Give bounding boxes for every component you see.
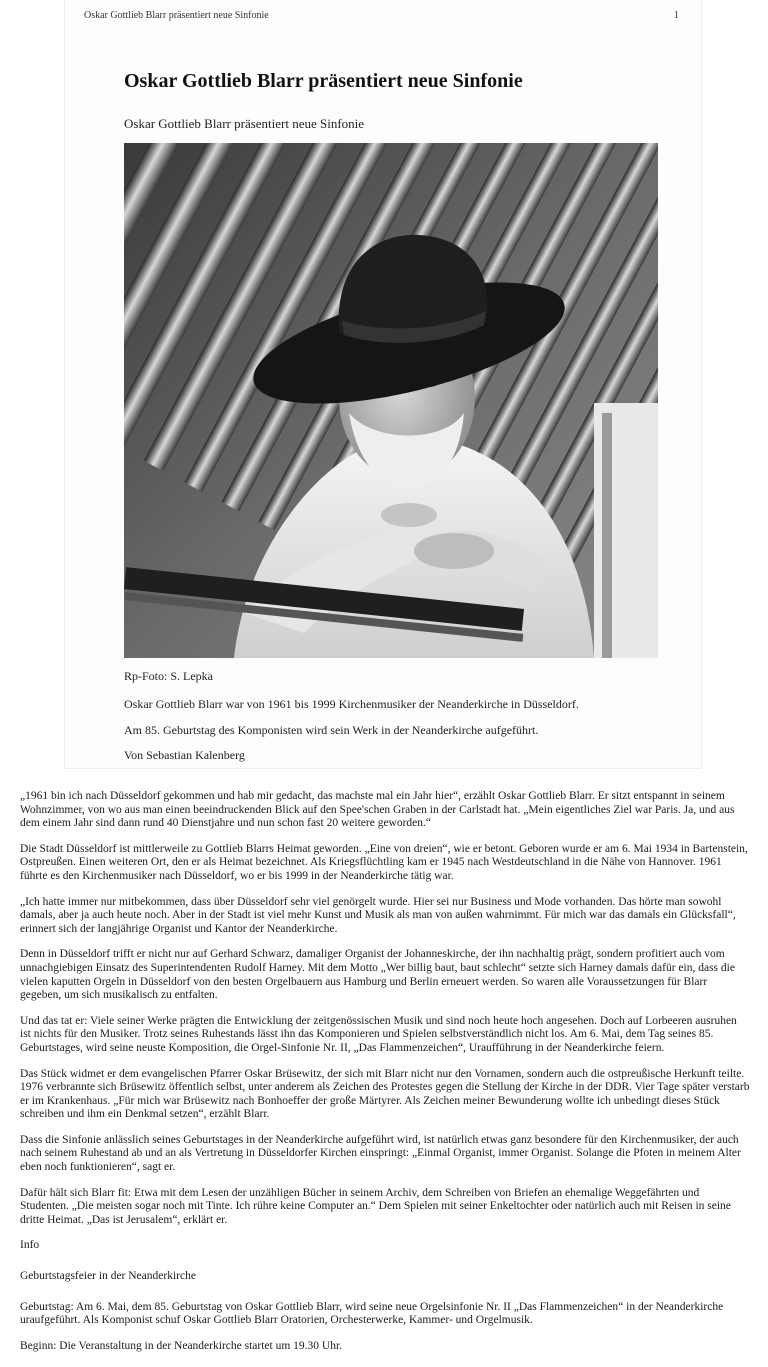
article-subtitle: Oskar Gottlieb Blarr präsentiert neue Sinfonie <box>124 116 365 131</box>
article-paragraph: Dafür hält sich Blarr fit: Etwa mit dem Lesen der unzähligen Bücher in seinem Archiv, dem Schreiben von Briefen an ehemalige Weggefährten und Studenten. „Die meisten sogar noch mit Tinte. Ich rühre keine Computer an.“ Dem Spielen mit seiner Enkeltochter oder natürlich auch mit Reisen in seine dritte Heimat. „Das ist Jerusalem“, erklärt er. <box>20 1186 731 1226</box>
article-photo <box>124 143 658 658</box>
info-subheading: Geburtstagsfeier in der Neanderkirche <box>20 1270 196 1283</box>
photo-caption: Oskar Gottlieb Blarr war von 1961 bis 1999 Kirchenmusiker der Neanderkirche in Düsseldorf. <box>124 697 579 711</box>
article-paragraph: Das Stück widmet er dem evangelischen Pfarrer Oskar Brüsewitz, der sich mit Blarr nicht nur den Vornamen, sondern auch die ostpreußische Herkunft teilte. 1976 verbrannte sich Brüsewitz öffentlich selbst, unter anderem als Zeichen des Protestes gegen die Stellung der Kirche in der DDR. Vier Tage später verstarb er im Krankenhaus. „Für mich war Brüsewitz nach Bonhoeffer der große Märtyrer. Als Zeichen meiner Bewunderung wollte ich unbedingt dieses Stück schreiben und ihm ein Denkmal setzen“, erzählt Blarr. <box>20 1067 750 1121</box>
photo-credit: Rp-Foto: S. Lepka <box>124 669 213 683</box>
article-paragraph: „1961 bin ich nach Düsseldorf gekommen und hab mir gedacht, das machste mal ein Jahr hier“, erzählt Oskar Gottlieb Blarr. Er sitzt entspannt in seinem Wohnzimmer, von wo aus man einen beeindruckenden Blick auf den Spee'schen Graben in der Carlstadt hat. „Mein eigentliches Ziel war Paris. Ja, und aus dem einem Jahr sind dann rund 40 Dienstjahre und nun schon fast 20 weitere geworden.“ <box>20 790 735 830</box>
article-title: Oskar Gottlieb Blarr präsentiert neue Sinfonie <box>124 70 523 92</box>
article-paragraph: Dass die Sinfonie anlässlich seines Geburtstages in der Neanderkirche aufgeführt wird, ist natürlich etwas ganz besondere für den Kirchenmusiker, der auch nach seinem Ruhestand ab und an als Vertretung in Düsseldorfer Kirchen einspringt: „Einmal Organist, immer Organist. Solange die Pfoten in meinem Alter eben noch funktionieren“, sagt er. <box>20 1133 741 1174</box>
page-number: 1 <box>674 10 679 21</box>
article-paragraph: „Ich hatte immer nur mitbekommen, dass über Düsseldorf sehr viel genörgelt wurde. Hier sei nur Business und Mode vorhanden. Das hörte man sowohl damals, aber ja auch heute noch. Aber in der Stadt ist viel mehr Kunst und Musik als man von außen wahrnimmt. Für mich war das damals ein Glücksfall“, erinnert sich der langjährige Organist und Kantor der Neanderkirche. <box>20 895 736 935</box>
author-byline: Von Sebastian Kalenberg <box>124 748 245 762</box>
portrait-image <box>124 143 658 658</box>
article-paragraph: Und das tat er: Viele seiner Werke prägten die Entwicklung der zeitgenössischen Musik und sind noch heute hoch angesehen. Doch auf Lorbeeren ausruhen ist nichts für den Musiker. Trotz seines Ruhestands lässt ihn das Komponieren und Spielen selbstverständlich nicht los. Am 6. Mai, dem Tag seines 85. Geburtstages, wird seine neuste Komposition, die Orgel-Sinfonie Nr. II, „Das Flammenzeichen“, Uraufführung in der Neanderkirche feiern. <box>20 1014 737 1054</box>
info-heading: Info <box>20 1239 40 1252</box>
article-paragraph: Die Stadt Düsseldorf ist mittlerweile zu Gottlieb Blarrs Heimat geworden. „Eine von dreien“, wie er betont. Geboren wurde er am 6. Mai 1934 in Bartenstein, Ostpreußen. Einen weiteren Ort, den er als Heimat bezeichnet. Als Kriegsflüchtling kam er 1945 nach Westdeutschland in die Nähe von Hannover. 1961 führte es den Kirchenmusiker nach Düsseldorf, wo er bis 1999 in der Neanderkirche tätig war. <box>20 842 748 882</box>
article-body <box>20 790 750 1365</box>
info-begin: Beginn: Die Veranstaltung in der Neanderkirche startet um 19.30 Uhr. <box>20 1339 343 1352</box>
article-paragraph: Denn in Düsseldorf trifft er nicht nur auf Gerhard Schwarz, damaliger Organist der Johanneskirche, der ihn nachhaltig prägt, sondern profitiert auch vom unnachgiebigen Einsatz des Superintendenten Rudolf Harney. Mit dem Motto „Wer billig baut, baut schlecht“ setzte sich Harney damals dafür ein, dass die vielen kaputten Orgeln in Düsseldorf von den besten Orgelbauern aus Hamburg und Berlin erneuert werden. So waren alle Voraussetzungen für Blarr gegeben, um sich musikalisch zu entfalten. <box>20 948 735 1002</box>
teaser-text: Am 85. Geburtstag des Komponisten wird sein Werk in der Neanderkirche aufgeführt. <box>124 723 539 737</box>
info-text: Geburtstag: Am 6. Mai, dem 85. Geburtstag von Oskar Gottlieb Blarr, wird seine neue Orgelsinfonie Nr. II „Das Flammenzeichen“ in der Neanderkirche uraufgeführt. Als Komponist schuf Oskar Gottlieb Blarr Oratorien, Orchesterwerke, Kammer- und Orgelmusik. <box>20 1300 724 1327</box>
scanned-page <box>65 0 701 768</box>
running-head: Oskar Gottlieb Blarr präsentiert neue Sinfonie <box>84 10 269 21</box>
